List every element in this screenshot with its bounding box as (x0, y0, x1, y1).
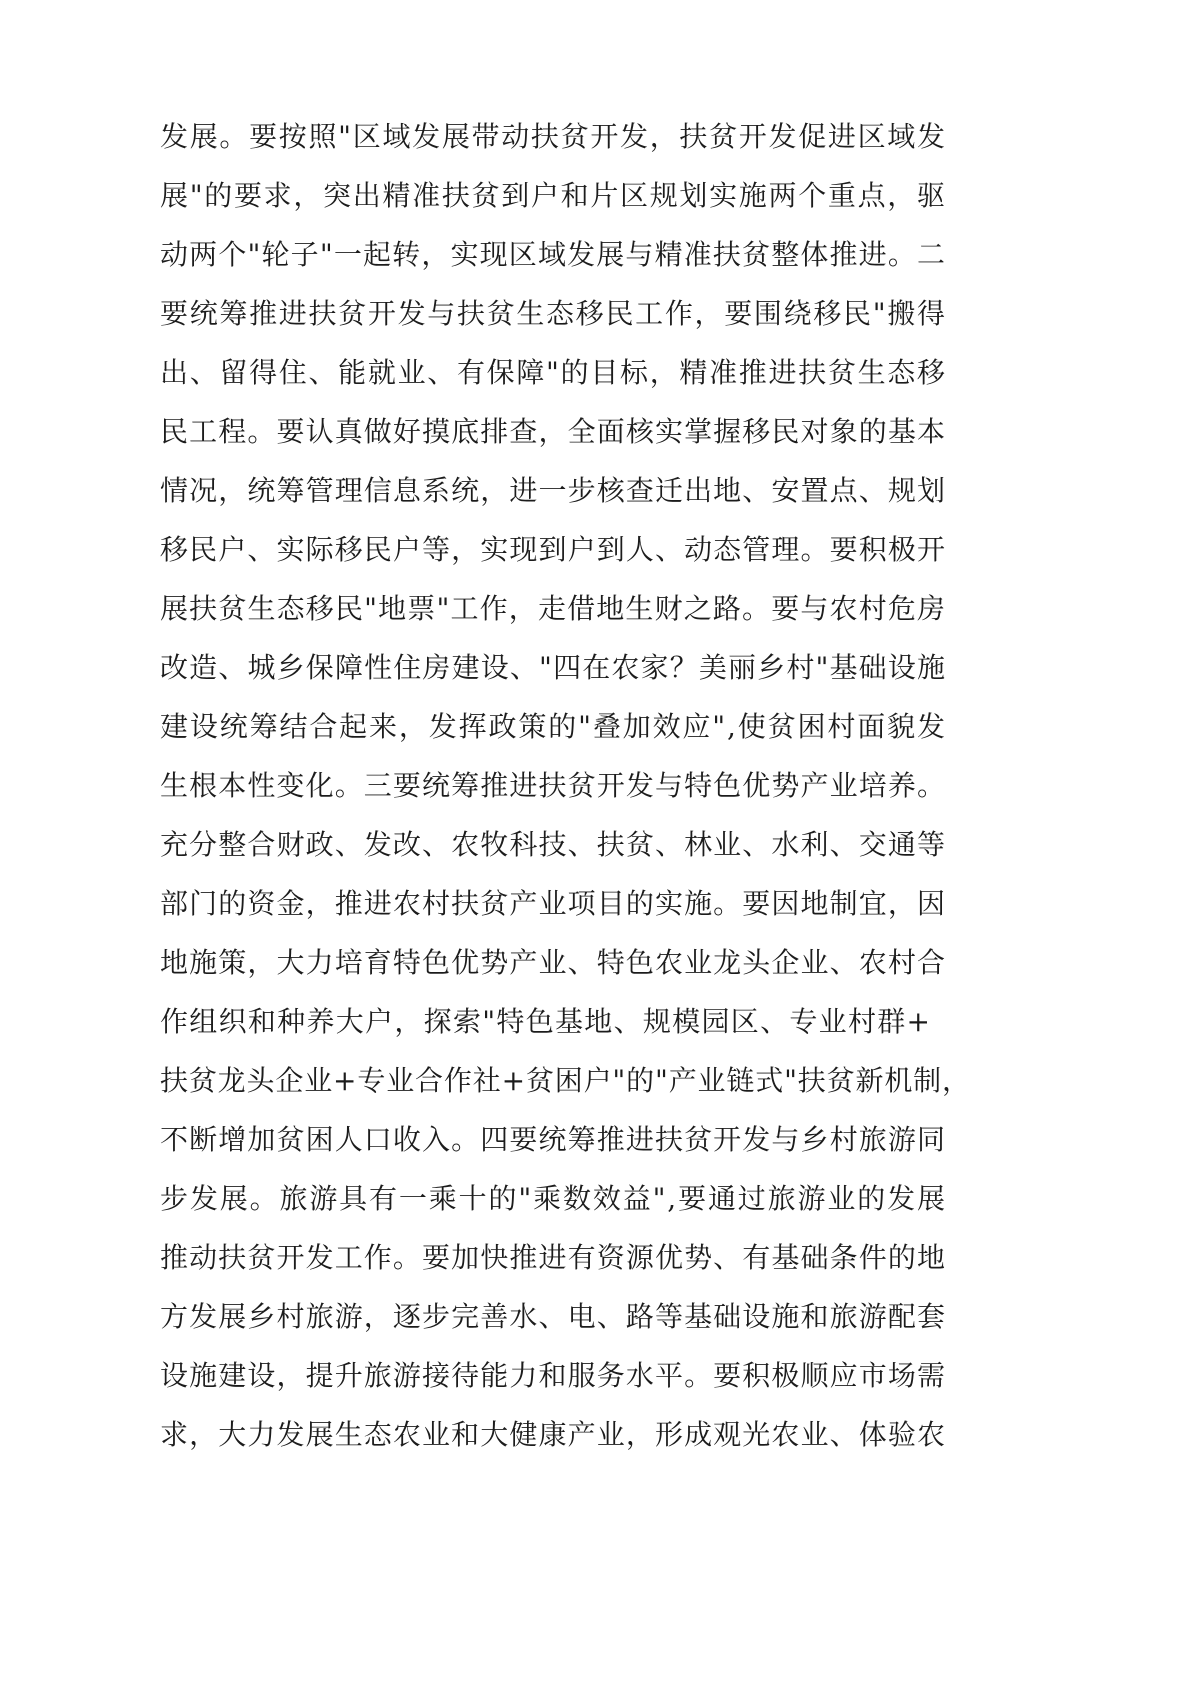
text-line: 推动扶贫开发工作。要加快推进有资源优势、有基础条件的地 (160, 1241, 947, 1274)
text-line: 求，大力发展生态农业和大健康产业，形成观光农业、体验农 (160, 1418, 947, 1451)
text-line: 动两个"轮子"一起转，实现区域发展与精准扶贫整体推进。二 (160, 238, 947, 271)
text-line: 出、留得住、能就业、有保障"的目标，精准推进扶贫生态移 (160, 356, 947, 389)
text-line: 建设统筹结合起来，发挥政策的"叠加效应",使贫困村面貌发 (160, 710, 947, 743)
text-line: 民工程。要认真做好摸底排查，全面核实掌握移民对象的基本 (160, 415, 947, 448)
text-line: 部门的资金，推进农村扶贫产业项目的实施。要因地制宜，因 (160, 887, 947, 920)
text-line: 生根本性变化。三要统筹推进扶贫开发与特色优势产业培养。 (160, 769, 947, 802)
text-line: 移民户、实际移民户等，实现到户到人、动态管理。要积极开 (160, 533, 947, 566)
text-line: 发展。要按照"区域发展带动扶贫开发，扶贫开发促进区域发 (160, 120, 947, 153)
body-paragraph (160, 107, 990, 1464)
text-line: 设施建设，提升旅游接待能力和服务水平。要积极顺应市场需 (160, 1359, 947, 1392)
text-line: 不断增加贫困人口收入。四要统筹推进扶贫开发与乡村旅游同 (160, 1123, 947, 1156)
text-line: 展扶贫生态移民"地票"工作，走借地生财之路。要与农村危房 (160, 592, 947, 625)
text-line: 情况，统筹管理信息系统，进一步核查迁出地、安置点、规划 (160, 474, 947, 507)
text-line: 扶贫龙头企业+专业合作社+贫困户"的"产业链式"扶贫新机制， (160, 1064, 971, 1097)
text-line: 改造、城乡保障性住房建设、"四在农家？美丽乡村"基础设施 (160, 651, 947, 684)
text-line: 充分整合财政、发改、农牧科技、扶贫、林业、水利、交通等 (160, 828, 947, 861)
text-line: 方发展乡村旅游，逐步完善水、电、路等基础设施和旅游配套 (160, 1300, 947, 1333)
text-line: 要统筹推进扶贫开发与扶贫生态移民工作，要围绕移民"搬得 (160, 297, 947, 330)
text-line: 步发展。旅游具有一乘十的"乘数效益",要通过旅游业的发展 (160, 1182, 947, 1215)
text-line: 展"的要求，突出精准扶贫到户和片区规划实施两个重点，驱 (160, 179, 947, 212)
text-line: 作组织和种养大户，探索"特色基地、规模园区、专业村群+ (160, 1005, 932, 1038)
text-line: 地施策，大力培育特色优势产业、特色农业龙头企业、农村合 (160, 946, 947, 979)
